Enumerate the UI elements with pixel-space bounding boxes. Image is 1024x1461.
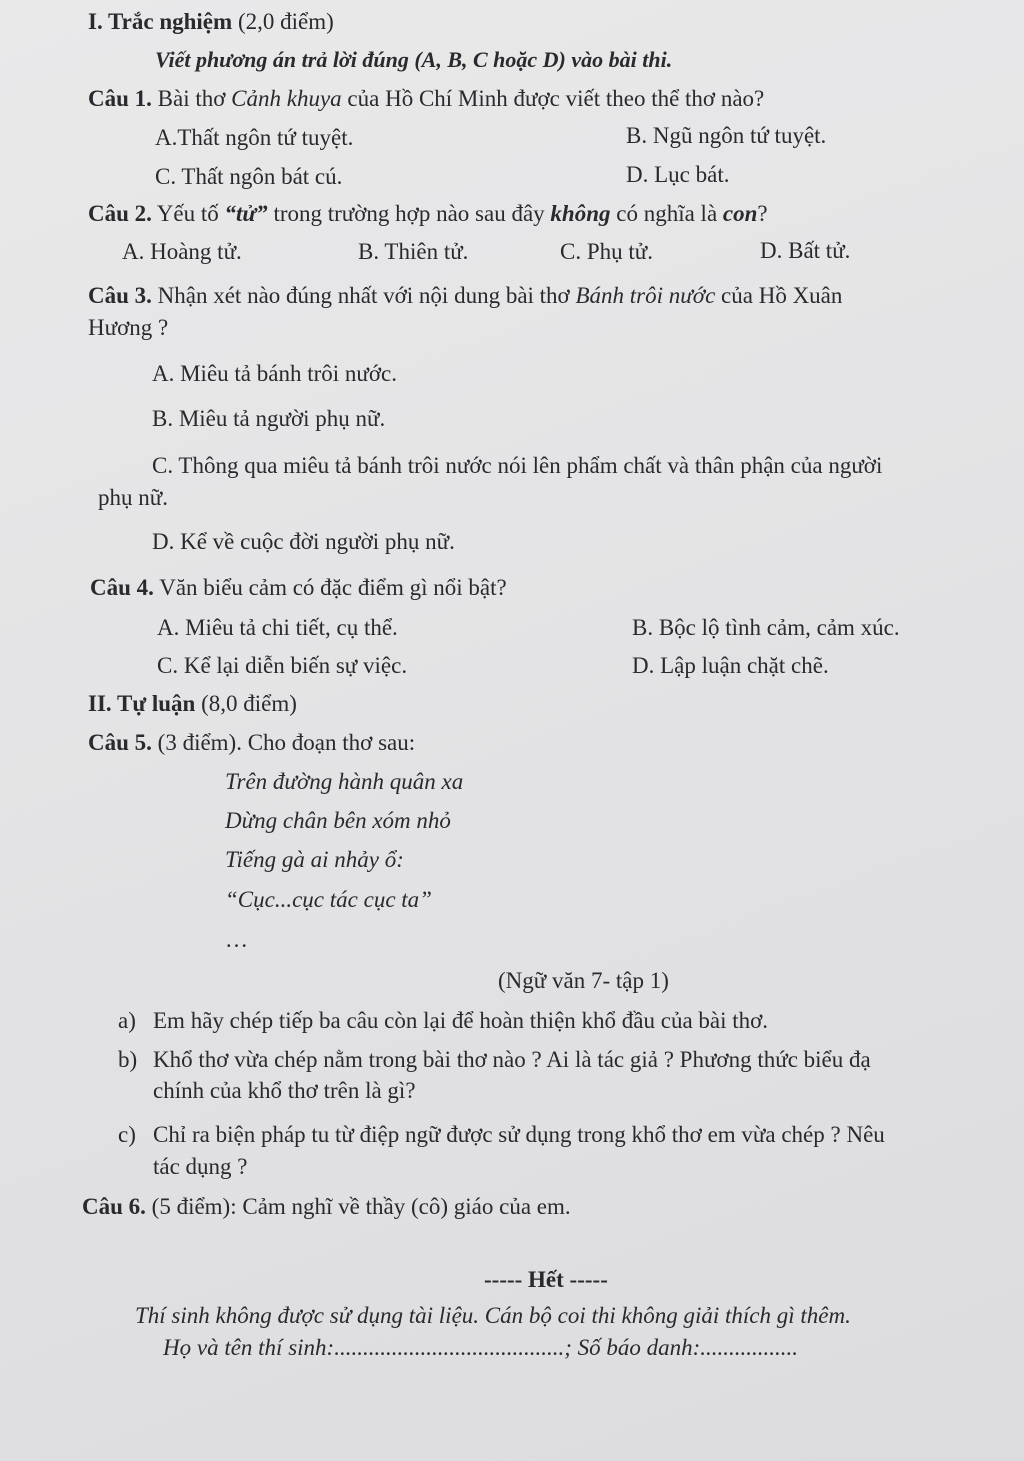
q2-option-a: A. Hoàng tử. (122, 239, 242, 264)
q3-option-d: D. Kể về cuộc đời người phụ nữ. (152, 529, 455, 554)
q2-negation: không (550, 201, 611, 226)
q1-text-a: Bài thơ (151, 86, 232, 111)
q2-label: Câu 2. (88, 201, 152, 226)
q5-text: (3 điểm). Cho đoạn thơ sau: (151, 730, 416, 755)
q2-prompt (88, 200, 768, 228)
q5c-marker: c) (118, 1122, 136, 1147)
q5b-line2: chính của khổ thơ trên là gì? (153, 1078, 416, 1103)
q3-prompt (88, 282, 842, 310)
q1-label: Câu 1. (88, 86, 152, 111)
q4-option-b: B. Bộc lộ tình cảm, cảm xúc. (632, 615, 900, 640)
q6-label: Câu 6. (82, 1194, 146, 1219)
q5c-line1: Chỉ ra biện pháp tu từ điệp ngữ được sử dụng trong khổ thơ em vừa chép ? Nêu (153, 1122, 885, 1147)
q1-option-a: A.Thất ngôn tứ tuyệt. (155, 125, 354, 150)
q2-text-b: trong trường hợp nào sau đây (267, 201, 551, 226)
q3-poem-title: Bánh trôi nước (575, 283, 716, 308)
candidate-info-line: Họ và tên thí sinh:........................................; Số báo danh:................. (163, 1335, 799, 1360)
q2-word: con (722, 201, 758, 226)
q1-poem-title: Cảnh khuya (231, 86, 342, 111)
q1-option-d: D. Lục bát. (626, 162, 730, 187)
part1-instruction: Viết phương án trả lời đúng (A, B, C hoặc D) vào bài thi. (155, 47, 673, 72)
poem-ellipsis: … (225, 927, 248, 952)
q5-label: Câu 5. (88, 730, 152, 755)
q5b-marker: b) (118, 1047, 138, 1072)
end-mark: ----- Hết ----- (484, 1267, 608, 1292)
q5a-text: Em hãy chép tiếp ba câu còn lại để hoàn thiện khổ đầu của bài thơ. (153, 1008, 769, 1033)
q4-prompt (90, 574, 507, 602)
q4-option-a: A. Miêu tả chi tiết, cụ thể. (157, 615, 398, 640)
part1-title: I. Trắc nghiệm (88, 9, 233, 34)
q2-text-a: Yếu tố (151, 201, 225, 226)
q4-option-d: D. Lập luận chặt chẽ. (632, 653, 829, 678)
q2-option-c: C. Phụ tử. (560, 239, 653, 264)
q3-option-c-line1: C. Thông qua miêu tả bánh trôi nước nói lên phẩm chất và thân phận của người (152, 453, 883, 478)
q3-option-a: A. Miêu tả bánh trôi nước. (152, 361, 397, 386)
q3-option-c-line2: phụ nữ. (98, 485, 168, 510)
part1-points: (2,0 điểm) (232, 9, 334, 34)
q1-option-b: B. Ngũ ngôn tứ tuyệt. (626, 123, 827, 148)
poem-line-1: Trên đường hành quân xa (225, 769, 464, 794)
q3-prompt-line2: Hương ? (88, 315, 169, 340)
q3-option-b: B. Miêu tả người phụ nữ. (152, 406, 386, 431)
part2-title: II. Tự luận (88, 691, 196, 716)
q2-text-c: có nghĩa là (610, 201, 723, 226)
poem-source: (Ngữ văn 7- tập 1) (498, 968, 669, 993)
q6-text: (5 điểm): Cảm nghĩ về thầy (cô) giáo của em. (145, 1194, 571, 1219)
q1-prompt (88, 85, 764, 113)
q5b-line1: Khổ thơ vừa chép nằm trong bài thơ nào ? Ai là tác giả ? Phương thức biểu đạ (153, 1047, 871, 1072)
exam-note: Thí sinh không được sử dụng tài liệu. Cán bộ coi thi không giải thích gì thêm. (135, 1303, 851, 1328)
part2-points: (8,0 điểm) (195, 691, 297, 716)
q2-text-d: ? (757, 201, 768, 226)
q1-option-c: C. Thất ngôn bát cú. (155, 164, 343, 189)
q4-text: Văn biểu cảm có đặc điểm gì nổi bật? (153, 575, 507, 600)
part2-heading (88, 690, 297, 718)
part1-heading (88, 8, 334, 36)
q5-prompt (88, 729, 415, 757)
q2-option-d: D. Bất tử. (760, 238, 851, 263)
q2-term: “tử” (224, 201, 268, 226)
q3-label: Câu 3. (88, 283, 152, 308)
q3-text-b: của Hồ Xuân (715, 283, 843, 308)
poem-line-3: Tiếng gà ai nhảy ổ: (225, 847, 404, 872)
q5c-line2: tác dụng ? (153, 1154, 248, 1179)
q6-prompt (82, 1193, 571, 1221)
q4-option-c: C. Kể lại diễn biến sự việc. (157, 653, 408, 678)
q2-option-b: B. Thiên tử. (358, 239, 469, 264)
poem-line-4: “Cục...cục tác cục ta” (225, 887, 432, 912)
poem-line-2: Dừng chân bên xóm nhỏ (225, 808, 451, 833)
q1-text-b: của Hồ Chí Minh được viết theo thể thơ nào? (341, 86, 765, 111)
q3-text-a: Nhận xét nào đúng nhất với nội dung bài thơ (151, 283, 576, 308)
q4-label: Câu 4. (90, 575, 154, 600)
q5a-marker: a) (118, 1008, 136, 1033)
